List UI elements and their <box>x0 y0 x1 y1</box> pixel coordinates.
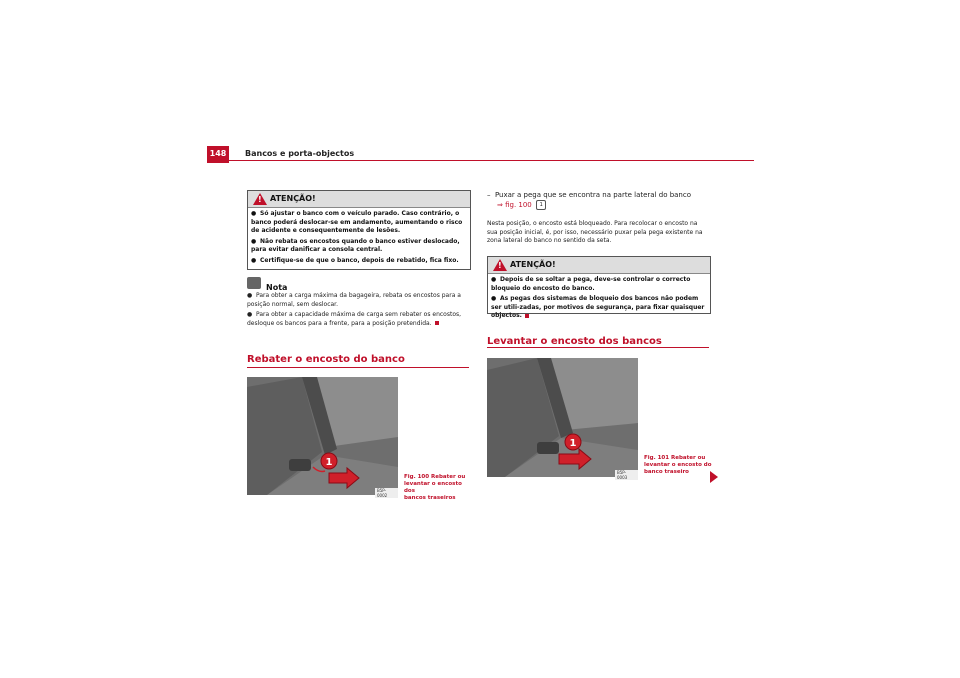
warning-box-1 <box>247 190 471 270</box>
section-heading-2: Levantar o encosto dos bancos <box>487 336 662 347</box>
figure-marker: 1 <box>325 457 333 468</box>
figure-rear-seat-2 <box>487 358 638 480</box>
section-heading-1: Rebater o encosto do banco <box>247 354 405 365</box>
figure-marker: 1 <box>569 438 577 449</box>
warning-body <box>248 208 470 269</box>
section-rule-1 <box>247 367 469 368</box>
instruction-step: – Puxar a pega que se encontra na parte lateral do banco ⇒ fig. 100 1 <box>487 191 691 209</box>
figure-code: B5P-0003 <box>615 470 638 480</box>
page-number: 148 <box>209 149 227 158</box>
note-title: Nota <box>266 283 288 292</box>
warning-header <box>248 191 470 208</box>
figure-reference-link[interactable]: ⇒ fig. 100 <box>497 201 532 209</box>
warning-item: ● Depois de se soltar a pega, deve-se controlar o correcto bloqueio do encosto do banco. <box>491 276 691 292</box>
end-marker-icon <box>435 321 439 325</box>
header-rule <box>207 160 754 161</box>
warning-title: ATENÇÃO! <box>270 194 316 203</box>
warning-header <box>488 257 710 274</box>
warning-triangle-icon <box>253 193 267 205</box>
warning-triangle-icon <box>493 259 507 271</box>
body-paragraph: Nesta posição, o encosto está bloqueado. Para recolocar o encosto na sua posição inicial, é, por isso, necessário puxar pela pega existente na zona lateral do banco no sentido da seta. <box>487 220 703 244</box>
figure-caption-2: Fig. 101 Rebater ou levantar o encosto do banco traseiro <box>644 455 712 475</box>
note-body <box>247 292 469 330</box>
figure-code: B5P-0002 <box>375 488 398 498</box>
seat-illustration-1 <box>247 377 398 495</box>
warning-item: ● Só ajustar o banco com o veículo parado. Caso contrário, o banco poderá deslocar-se em andamento, aumentando o risco de acidente e consequentemente de lesões. <box>251 210 463 234</box>
warning-title: ATENÇÃO! <box>510 260 556 269</box>
note-item: ● Para obter a capacidade máxima de carga sem rebater os encostos, desloque os bancos para a frente, para a posição pretendida. <box>247 311 462 327</box>
chapter-title: Bancos e porta-objectos <box>245 149 355 158</box>
step-marker: 1 <box>536 200 546 210</box>
seat-illustration-2 <box>487 358 638 477</box>
warning-item: ● Não rebata os encostos quando o banco estiver deslocado, para evitar danificar a consola central. <box>251 237 460 253</box>
section-rule-2 <box>487 347 709 348</box>
warning-item: ● Certifique-se de que o banco, depois de rebatido, fica fixo. <box>251 256 459 264</box>
warning-item: ● As pegas dos sistemas de bloqueio dos bancos não podem ser utili-zadas, por motivos de segurança, para fixar quaisquer objectos. <box>491 295 705 319</box>
note-item: ● Para obter a carga máxima da bagageira, rebata os encostos para a posição normal, sem deslocar. <box>247 292 461 308</box>
next-page-arrow-icon[interactable] <box>710 471 718 483</box>
end-marker-icon <box>525 314 529 318</box>
figure-rear-seat-1 <box>247 377 398 498</box>
note-icon <box>247 277 261 289</box>
warning-box-2 <box>487 256 711 319</box>
warning-body <box>488 274 710 325</box>
figure-caption-1: Fig. 100 Rebater ou levantar o encosto dos bancos traseiros <box>404 474 466 501</box>
